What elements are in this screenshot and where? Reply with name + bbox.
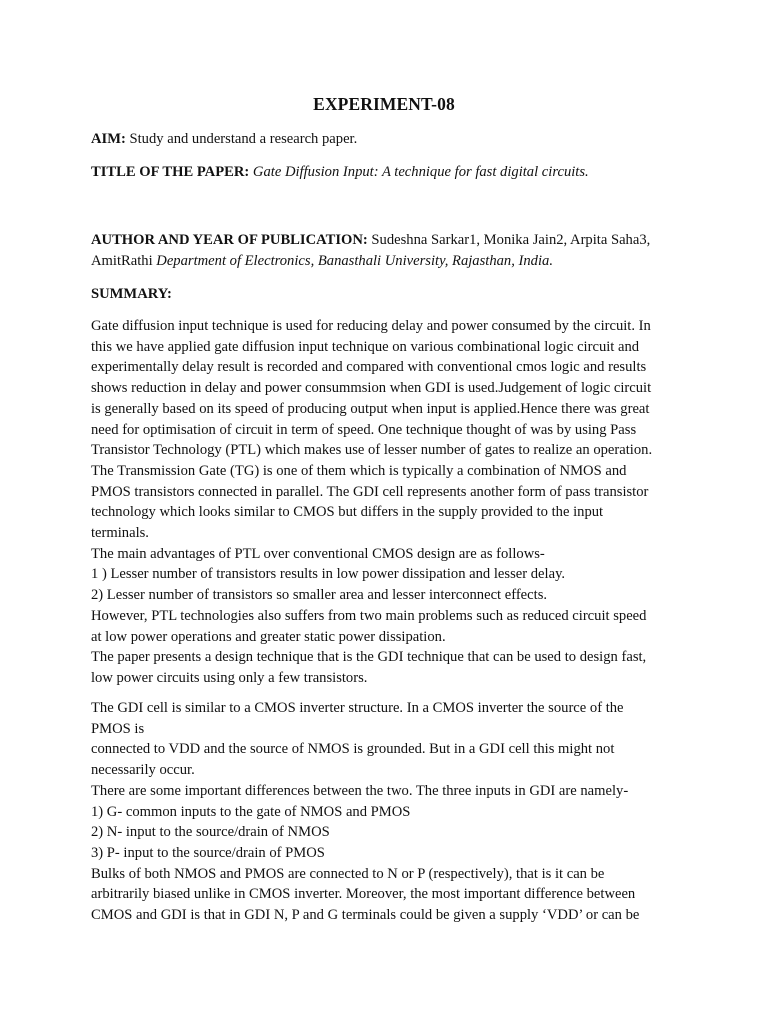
text-line: necessarily occur. <box>91 762 195 779</box>
text-line: 1 ) Lesser number of transistors results in low power dissipation and lesser delay. <box>91 566 566 583</box>
text-line: The Transmission Gate (TG) is one of them which is typically a combination of NMOS and <box>91 462 627 479</box>
text-line: CMOS and GDI is that in GDI N, P and G terminals could be given a supply ‘VDD’ or can be <box>91 907 640 924</box>
aim-text: Study and understand a research paper. <box>125 131 358 147</box>
text-line: 2) N- input to the source/drain of NMOS <box>91 824 330 841</box>
text-line: However, PTL technologies also suffers from two main problems such as reduced circuit speed <box>91 607 647 624</box>
text-line: at low power operations and greater static power dissipation. <box>91 628 446 645</box>
experiment-heading: EXPERIMENT-08 <box>313 94 455 114</box>
aim-label: AIM: <box>91 131 126 147</box>
author-name-last: AmitRathi <box>91 252 157 269</box>
text-line: connected to VDD and the source of NMOS is grounded. But in a GDI cell this might not <box>91 741 615 758</box>
text-line: technology which looks similar to CMOS but differs in the supply provided to the input <box>91 504 604 521</box>
paper-title-line <box>91 162 691 183</box>
text-line: The main advantages of PTL over conventional CMOS design are as follows- <box>91 545 545 562</box>
text-line: Gate diffusion input technique is used for reducing delay and power consumed by the circuit. In <box>91 318 651 334</box>
text-line: There are some important differences between the two. The three inputs in GDI are namely- <box>91 782 629 799</box>
text-line: arbitrarily biased unlike in CMOS inverter. Moreover, the most important difference between <box>91 886 636 903</box>
text-line: The paper presents a design technique that is the GDI technique that can be used to design fast, <box>91 649 647 666</box>
summary-label: SUMMARY: <box>91 286 172 302</box>
text-line: PMOS is <box>91 720 145 737</box>
text-line: PMOS transistors connected in parallel. The GDI cell represents another form of pass transistor <box>91 483 649 500</box>
paper-title-text: Gate Diffusion Input: A technique for fast digital circuits. <box>252 164 589 180</box>
text-line: 2) Lesser number of transistors so smaller area and lesser interconnect effects. <box>91 587 548 604</box>
text-line: low power circuits using only a few transistors. <box>91 669 368 686</box>
aim-line <box>91 129 691 150</box>
author-line-1 <box>91 230 691 251</box>
text-line: Transistor Technology (PTL) which makes use of lesser number of gates to realize an operation. <box>91 442 653 459</box>
text-line: terminals. <box>91 525 149 542</box>
text-line: experimentally delay result is recorded and compared with conventional cmos logic and results <box>91 359 647 376</box>
text-line: Bulks of both NMOS and PMOS are connected to N or P (respectively), that is it can be <box>91 865 605 882</box>
text-line: is generally based on its speed of producing output when input is applied.Hence there was great <box>91 400 650 417</box>
author-line-2 <box>91 251 691 272</box>
text-line: shows reduction in delay and power consummsion when GDI is used.Judgement of logic circuit <box>91 380 652 397</box>
text-line: The GDI cell is similar to a CMOS inverter structure. In a CMOS inverter the source of the <box>91 700 624 716</box>
text-line: this we have applied gate diffusion input technique on various combinational logic circuit and <box>91 338 640 355</box>
paper-title-label: TITLE OF THE PAPER: <box>91 164 250 180</box>
text-line: need for optimisation of circuit in term of speed. One technique thought of was by using Pass <box>91 421 637 438</box>
text-line: 1) G- common inputs to the gate of NMOS and PMOS <box>91 803 411 820</box>
author-label: AUTHOR AND YEAR OF PUBLICATION: <box>91 232 368 248</box>
author-names: Sudeshna Sarkar1, Monika Jain2, Arpita Saha3, <box>367 232 651 248</box>
text-line: 3) P- input to the source/drain of PMOS <box>91 844 325 861</box>
author-affiliation: Department of Electronics, Banasthali University, Rajasthan, India. <box>156 252 553 269</box>
summary-paragraph-2 <box>91 698 691 926</box>
author-block <box>91 230 691 271</box>
summary-paragraph-1 <box>91 316 691 689</box>
